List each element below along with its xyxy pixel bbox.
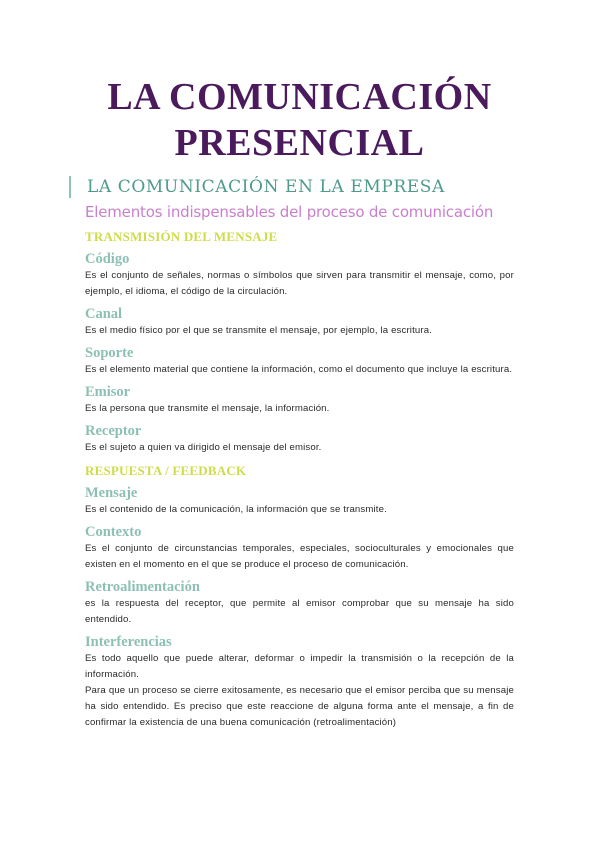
section-heading <box>85 176 514 198</box>
def-canal: Es el medio físico por el que se transmite el mensaje, por ejemplo, la escritura. <box>85 325 433 336</box>
section-text: LA COMUNICACIÓN EN LA EMPRESA <box>87 177 445 197</box>
page-title <box>85 0 514 166</box>
term-canal: Canal <box>85 306 123 322</box>
subtitle: Elementos indispensables del proceso de comunicación <box>85 203 494 221</box>
def-retroalimentacion: es la respuesta del receptor, que permite al emisor comprobar que su mensaje ha sido entendido. <box>85 598 514 625</box>
term-interferencias: Interferencias <box>85 634 172 650</box>
closing-paragraph: Para que un proceso se cierre exitosamente, es necesario que el emisor perciba que su mensaje ha sido entendido. Es preciso que este reaccione de alguna forma ante el mensaje, a fin de confirmar la existencia de una buena comunicación (retroalimentación) <box>85 685 514 728</box>
term-codigo: Código <box>85 251 130 267</box>
title-line-1: LA COMUNICACIÓN <box>107 76 492 118</box>
def-interferencias: Es todo aquello que puede alterar, deformar o impedir la transmisión o la recepción de la información. <box>85 653 514 680</box>
group-heading-feedback: RESPUESTA / FEEDBACK <box>85 463 247 478</box>
def-contexto: Es el conjunto de circunstancias temporales, especiales, socioculturales y emocionales que existen en el momento en el que se produce el proceso de comunicación. <box>85 543 514 570</box>
def-soporte: Es el elemento material que contiene la información, como el documento que incluye la escritura. <box>85 364 513 375</box>
term-emisor: Emisor <box>85 384 131 400</box>
term-contexto: Contexto <box>85 524 142 540</box>
section-bar <box>69 176 71 198</box>
term-retroalimentacion: Retroalimentación <box>85 579 200 595</box>
term-receptor: Receptor <box>85 423 142 439</box>
def-mensaje: Es el contenido de la comunicación, la información que se transmite. <box>85 504 387 515</box>
def-codigo: Es el conjunto de señales, normas o símbolos que sirven para transmitir el mensaje, como, por ejemplo, el idioma, el código de la circulación. <box>85 270 514 297</box>
term-soporte: Soporte <box>85 345 134 361</box>
term-mensaje: Mensaje <box>85 485 138 501</box>
def-emisor: Es la persona que transmite el mensaje, la información. <box>85 403 330 414</box>
title-line-2: PRESENCIAL <box>174 122 425 164</box>
def-receptor: Es el sujeto a quien va dirigido el mensaje del emisor. <box>85 442 322 453</box>
group-heading-transmission: TRANSMISIÓN DEL MENSAJE <box>85 229 278 244</box>
